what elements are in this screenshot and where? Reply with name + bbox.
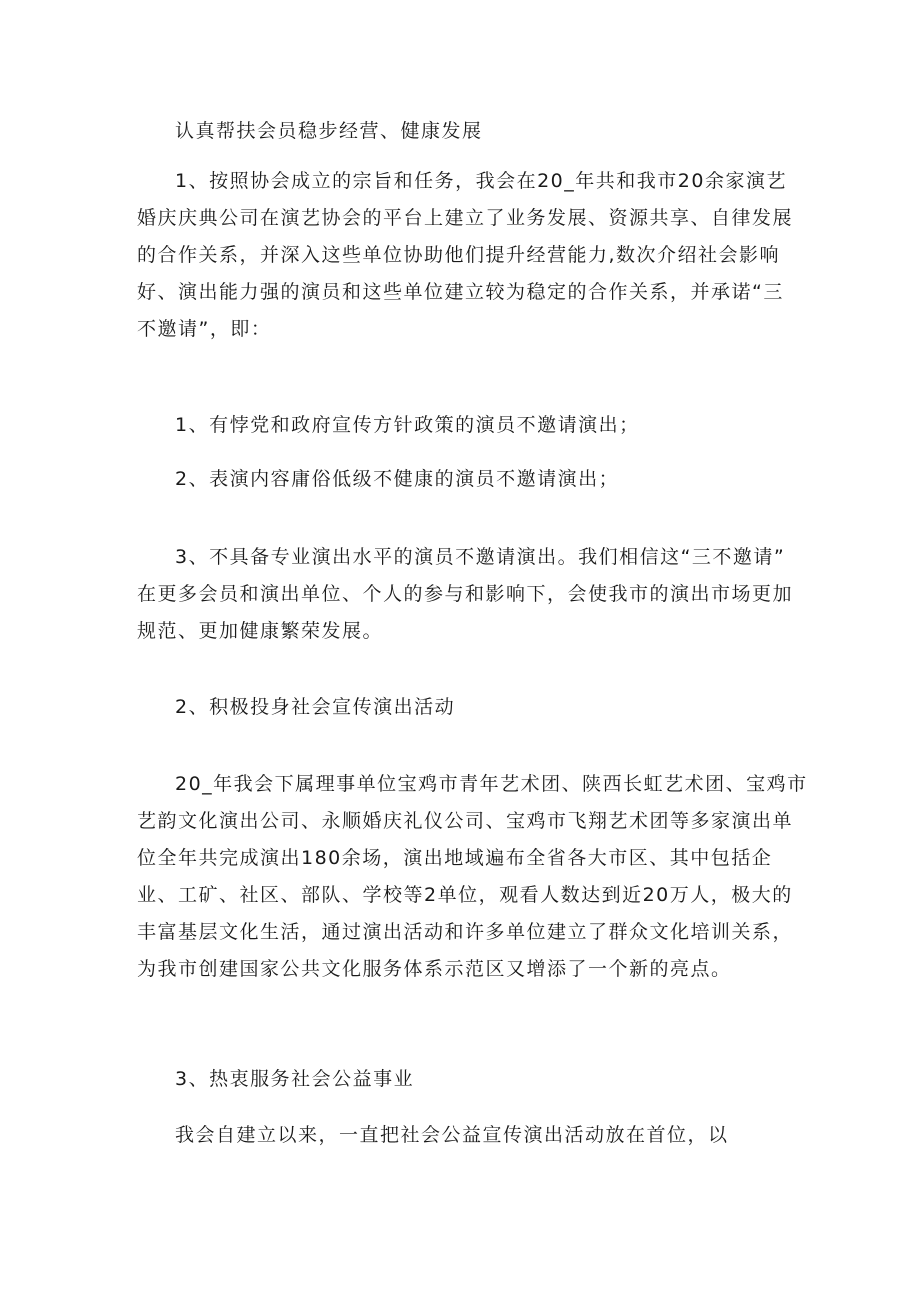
paragraph-line: 业、工矿、社区、部队、学校等2单位，观看人数达到近20万人，极大的 <box>137 884 793 906</box>
heading-text: 2、积极投身社会宣传演出活动 <box>175 696 456 718</box>
paragraph-line: 20_年我会下属理事单位宝鸡市青年艺术团、陕西长虹艺术团、宝鸡市 <box>175 773 808 795</box>
list-item-text: 1、有悖党和政府宣传方针政策的演员不邀请演出； <box>175 414 640 436</box>
paragraph-line: 1、按照协会成立的宗旨和任务，我会在20_年共和我市20余家演艺 <box>175 170 787 192</box>
paragraph-line: 规范、更加健康繁荣发展。 <box>137 620 384 642</box>
paragraph-line: 位全年共完成演出180余场，演出地域遍布全省各大市区、其中包括企 <box>137 847 773 869</box>
list-item-text: 2、表演内容庸俗低级不健康的演员不邀请演出； <box>175 468 620 490</box>
heading-text: 认真帮扶会员稳步经营、健康发展 <box>175 120 483 142</box>
paragraph-line: 不邀请”，即： <box>137 318 272 340</box>
paragraph-line: 好、演出能力强的演员和这些单位建立较为稳定的合作关系，并承诺“三 <box>137 281 784 303</box>
paragraph-line: 婚庆庆典公司在演艺协会的平台上建立了业务发展、资源共享、自律发展 <box>137 207 794 229</box>
paragraph-line: 为我市创建国家公共文化服务体系示范区又增添了一个新的亮点。 <box>137 958 732 980</box>
paragraph-line: 我会自建立以来，一直把社会公益宣传演出活动放在首位，以 <box>175 1124 729 1146</box>
section-heading <box>137 689 791 726</box>
list-item <box>137 407 791 444</box>
paragraph-line: 艺韵文化演出公司、永顺婚庆礼仪公司、宝鸡市飞翔艺术团等多家演出单 <box>137 810 794 832</box>
list-item <box>137 461 791 498</box>
paragraph-line: 在更多会员和演出单位、个人的参与和影响下，会使我市的演出市场更加 <box>137 583 794 605</box>
section-heading <box>137 1061 791 1098</box>
section-heading <box>137 113 791 150</box>
paragraph-line: 丰富基层文化生活，通过演出活动和许多单位建立了群众文化培训关系， <box>137 921 794 943</box>
paragraph-line: 的合作关系，并深入这些单位协助他们提升经营能力,数次介绍社会影响 <box>137 244 781 266</box>
paragraph-cooperation <box>137 163 794 348</box>
paragraph-public-welfare <box>137 1117 791 1154</box>
heading-text: 3、热衷服务社会公益事业 <box>175 1068 415 1090</box>
paragraph-standards <box>137 539 794 650</box>
paragraph-performances <box>137 766 808 988</box>
paragraph-line: 3、不具备专业演出水平的演员不邀请演出。我们相信这“三不邀请” <box>175 546 786 568</box>
